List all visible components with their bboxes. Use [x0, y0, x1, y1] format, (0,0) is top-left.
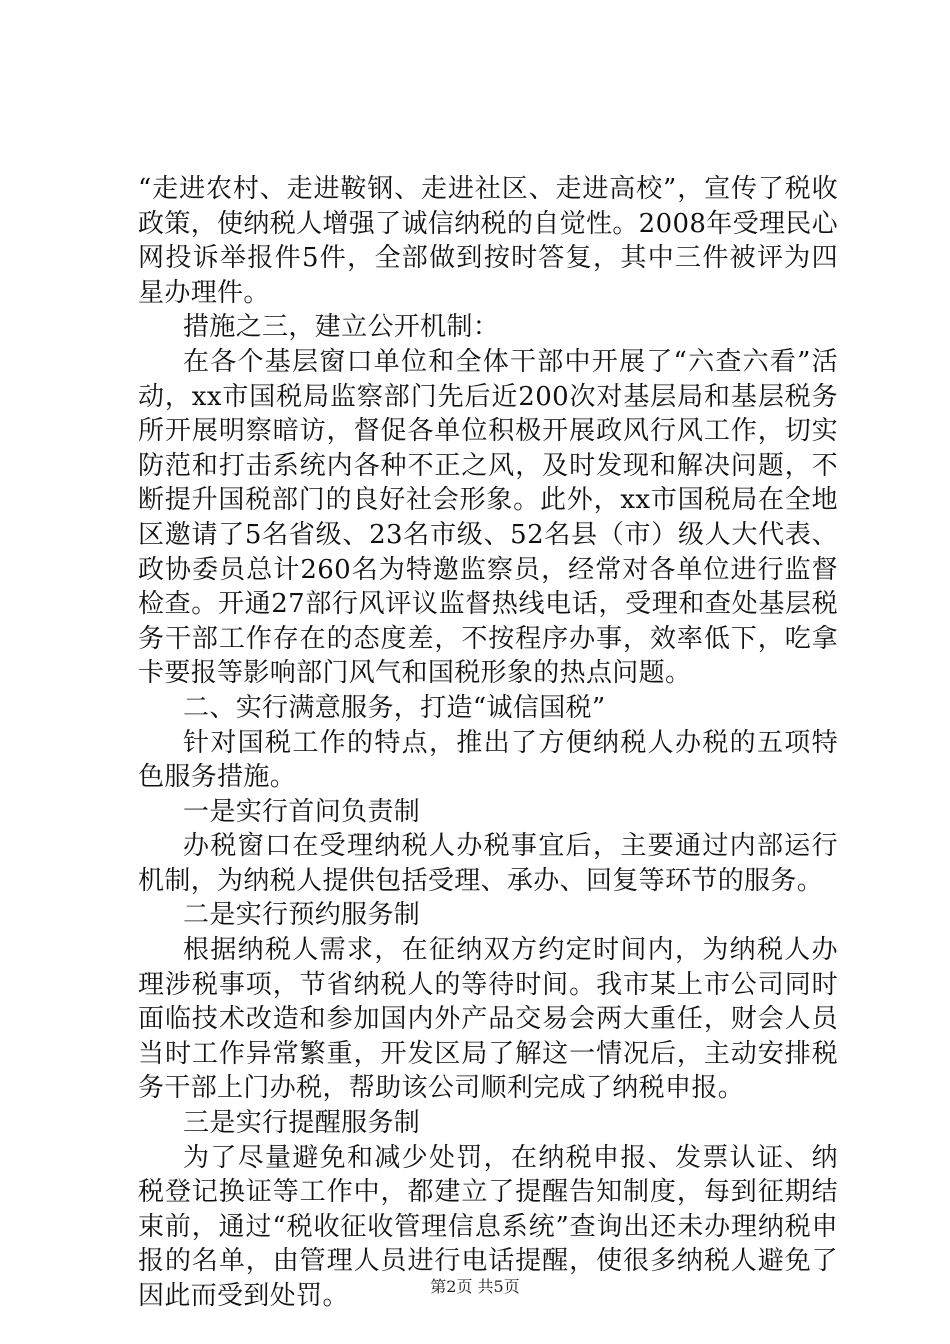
paragraph-reminder-service: 为了尽量避免和减少处罚，在纳税申报、发票认证、纳税登记换证等工作中，都建立了提醒告知制度，每到征期结束前，通过“税收征收管理信息系统”查询出还未办理纳税申报的名单，由管理人员进行电话提醒，使很多纳税人避免了因此而受到处罚。: [138, 1142, 838, 1311]
paragraph-continuation: “走进农村、走进鞍钢、走进社区、走进高校”，宣传了税收政策，使纳税人增强了诚信纳税的自觉性。2008年受理民心网投诉举报件5件，全部做到按时答复，其中三件被评为四星办理件。: [138, 174, 838, 308]
paragraph-five-measures: 针对国税工作的特点，推出了方便纳税人办税的五项特色服务措施。: [138, 727, 838, 793]
paragraph-appointment-service: 根据纳税人需求，在征纳双方约定时间内，为纳税人办理涉税事项，节省纳税人的等待时间。我市某上市公司同时面临技术改造和参加国内外产品交易会两大重任，财会人员当时工作异常繁重，开发区局了解这一情况后，主动安排税务干部上门办税，帮助该公司顺利完成了纳税申报。: [138, 935, 838, 1104]
item-three-heading: 三是实行提醒服务制: [183, 1108, 421, 1139]
measure-three-heading: 措施之三，建立公开机制：: [183, 312, 500, 343]
page-footer: 第2页 共5页: [430, 1277, 520, 1296]
paragraph-open-mechanism: 在各个基层窗口单位和全体干部中开展了“六查六看”活动，xx市国税局监察部门先后近200次对基层局和基层税务所开展明察暗访，督促各单位积极开展政风行风工作，切实防范和打击系统内各种不正之风，及时发现和解决问题，不断提升国税部门的良好社会形象。此外，xx市国税局在全地区邀请了5名省级、23名市级、52名县（市）级人大代表、政协委员总计260名为特邀监察员，经常对各单位进行监督检查。开通27部行风评议监督热线电话，受理和查处基层税务干部工作存在的态度差，不按程序办事，效率低下，吃拿卡要报等影响部门风气和国税形象的热点问题。: [138, 346, 838, 689]
section-two-heading: 二、实行满意服务，打造“诚信国税”: [183, 692, 606, 723]
document-body: [138, 172, 838, 1314]
item-one-heading: 一是实行首问负责制: [183, 796, 421, 827]
item-two-heading: 二是实行预约服务制: [183, 900, 421, 931]
paragraph-first-inquiry: 办税窗口在受理纳税人办税事宜后，主要通过内部运行机制，为纳税人提供包括受理、承办、回复等环节的服务。: [138, 831, 838, 896]
